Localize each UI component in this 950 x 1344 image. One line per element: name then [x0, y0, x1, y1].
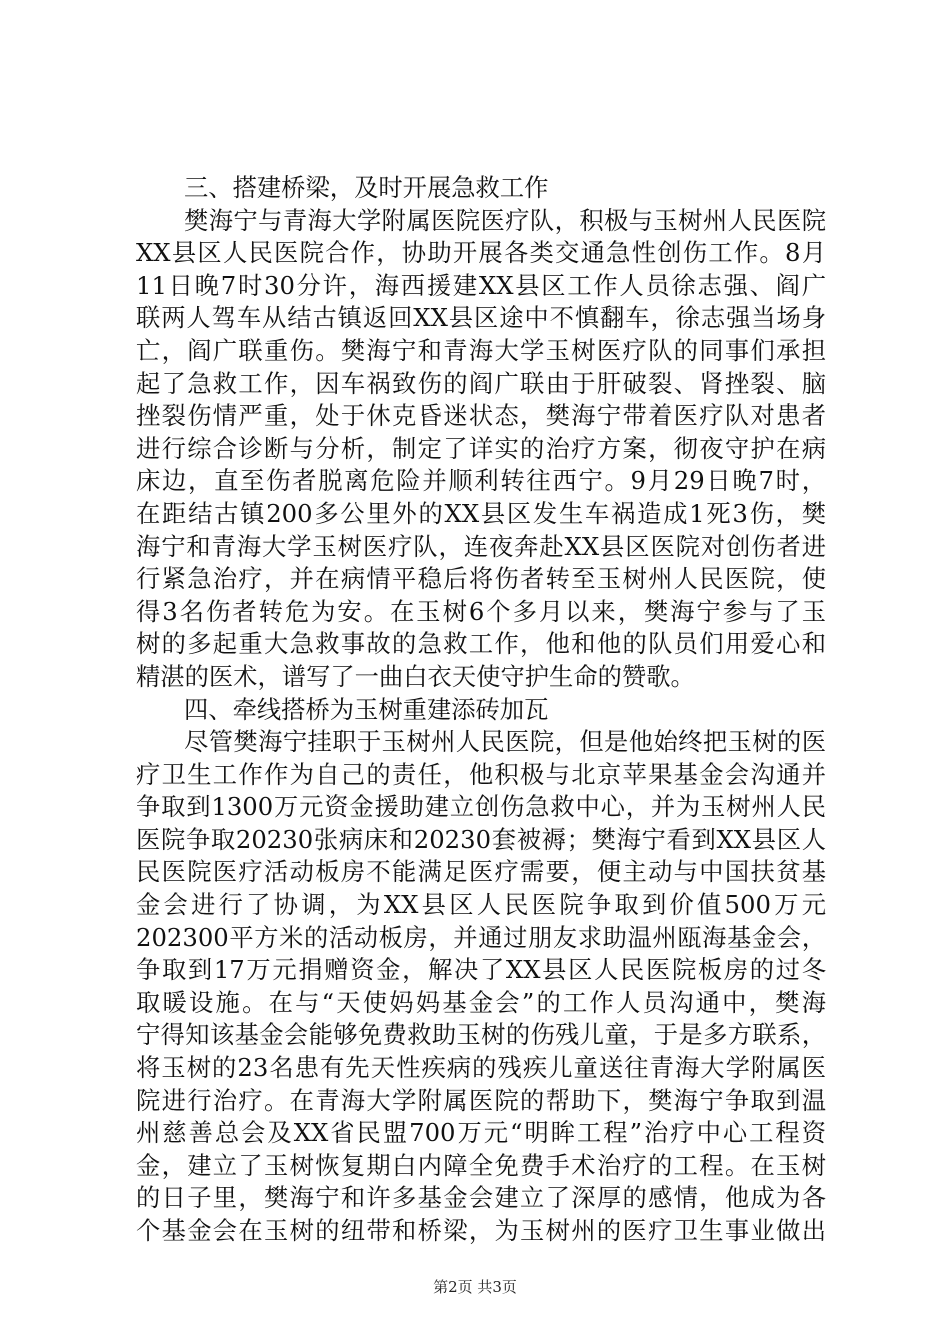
paragraph-line: 金，建立了玉树恢复期白内障全免费手术治疗的工程。在玉树	[136, 1150, 826, 1180]
paragraph-line: 联两人驾车从结古镇返回XX县区途中不慎翻车，徐志强当场身	[136, 303, 826, 333]
paragraph-line: 精湛的医术，谱写了一曲白衣天使守护生命的赞歌。	[136, 661, 695, 691]
paragraph-line: 金会进行了协调，为XX县区人民医院争取到价值500万元	[136, 890, 826, 920]
paragraph-line: 起了急救工作，因车祸致伤的阎广联由于肝破裂、肾挫裂、脑	[136, 368, 826, 398]
paragraph-line: 个基金会在玉树的纽带和桥梁，为玉树州的医疗卫生事业做出	[136, 1216, 826, 1245]
paragraph-line: 宁得知该基金会能够免费救助玉树的伤残儿童，于是多方联系，	[136, 1020, 826, 1050]
page-number-footer: 第2页 共3页	[433, 1278, 517, 1296]
paragraph-line: 202300平方米的活动板房，并通过朋友求助温州瓯海基金会，	[136, 922, 826, 952]
paragraph-line: 得3名伤者转危为安。在玉树6个多月以来，樊海宁参与了玉	[136, 596, 826, 626]
paragraph-line: 挫裂伤情严重，处于休克昏迷状态，樊海宁带着医疗队对患者	[136, 401, 826, 431]
section-heading-4: 四、牵线搭桥为玉树重建添砖加瓦	[184, 694, 549, 724]
paragraph-line: 民医院医疗活动板房不能满足医疗需要，便主动与中国扶贫基	[136, 857, 826, 887]
paragraph-line: 医院争取20230张病床和20230套被褥；樊海宁看到XX县区人	[136, 824, 826, 854]
paragraph-line: 树的多起重大急救事故的急救工作，他和他的队员们用爱心和	[136, 629, 826, 659]
paragraph-line: 床边，直至伤者脱离危险并顺利转往西宁。9月29日晚7时，	[136, 466, 826, 496]
paragraph-line: 疗卫生工作作为自己的责任，他积极与北京苹果基金会沟通并	[136, 759, 826, 789]
paragraph-line: 进行综合诊断与分析，制定了详实的治疗方案，彻夜守护在病	[136, 433, 826, 463]
paragraph-line: 海宁和青海大学玉树医疗队，连夜奔赴XX县区医院对创伤者进	[136, 531, 826, 561]
document-body	[136, 172, 826, 1248]
paragraph-line: 的日子里，樊海宁和许多基金会建立了深厚的感情，他成为各	[136, 1183, 826, 1213]
paragraph-line: 将玉树的23名患有先天性疾病的残疾儿童送往青海大学附属医	[136, 1053, 826, 1083]
paragraph-line: 争取到1300万元资金援助建立创伤急救中心，并为玉树州人民	[136, 792, 826, 822]
paragraph-line: 尽管樊海宁挂职于玉树州人民医院，但是他始终把玉树的医	[184, 727, 826, 757]
paragraph-line: 争取到17万元捐赠资金，解决了XX县区人民医院板房的过冬	[136, 955, 826, 985]
paragraph-line: XX县区人民医院合作，协助开展各类交通急性创伤工作。8月	[136, 238, 826, 268]
paragraph-line: 取暖设施。在与“天使妈妈基金会”的工作人员沟通中，樊海	[136, 987, 826, 1017]
paragraph-line: 11日晚7时30分许，海西援建XX县区工作人员徐志强、阎广	[136, 270, 826, 300]
paragraph-line: 樊海宁与青海大学附属医院医疗队，积极与玉树州人民医院	[184, 205, 826, 235]
paragraph-line: 行紧急治疗，并在病情平稳后将伤者转至玉树州人民医院，使	[136, 564, 826, 594]
section-heading-3: 三、搭建桥梁，及时开展急救工作	[184, 173, 549, 202]
paragraph-line: 州慈善总会及XX省民盟700万元“明眸工程”治疗中心工程资	[136, 1118, 826, 1148]
paragraph-line: 亡，阎广联重伤。樊海宁和青海大学玉树医疗队的同事们承担	[136, 335, 826, 365]
paragraph-line: 在距结古镇200多公里外的XX县区发生车祸造成1死3伤，樊	[136, 498, 826, 528]
paragraph-line: 院进行治疗。在青海大学附属医院的帮助下，樊海宁争取到温	[136, 1085, 826, 1115]
